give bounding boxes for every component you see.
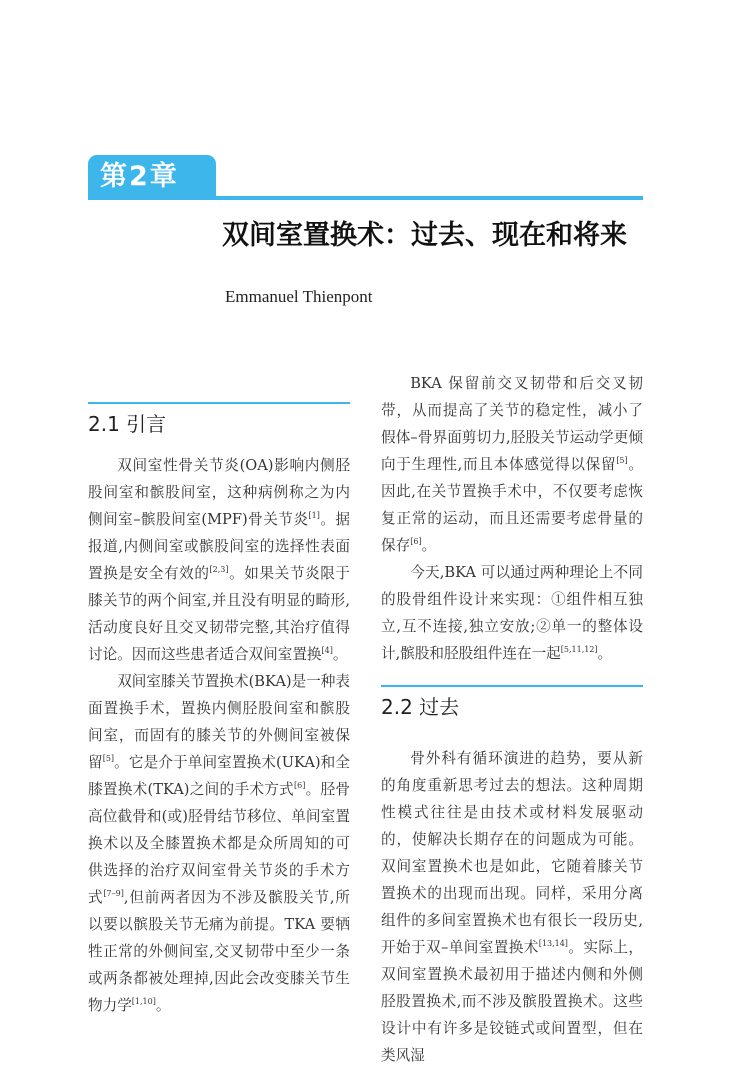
author: Emmanuel Thienpont	[225, 287, 373, 306]
citation: [2,3]	[209, 565, 229, 574]
text-run: 双间室性骨关节炎(OA)影响内侧胫股间室和髌股间室，这种病例称之为内侧间室–髌股间室(MPF)骨关节炎	[88, 457, 350, 528]
citation: [5]	[616, 456, 628, 465]
text-run: 。	[155, 997, 171, 1014]
chapter-rule	[88, 196, 643, 200]
right-column-wrapper	[381, 370, 643, 1069]
text-run: 。因此,在关节置换手术中，不仅要考虑恢复正常的运动，而且还需要考虑骨量的保存	[381, 456, 643, 554]
paragraph	[381, 559, 643, 667]
text-run: BKA 保留前交叉韧带和后交叉韧带，从而提高了关节的稳定性，减小了假体–骨界面剪切力,胫股关节运动学更倾向于生理性,而且本体感觉得以保留	[381, 375, 643, 473]
section-rule	[381, 685, 643, 687]
text-run: 今天,BKA 可以通过两种理论上不同的股骨组件设计来实现：①组件相互独立,互不连接,独立安放;②单一的整体设计,髌股和胫股组件连在一起	[381, 564, 643, 662]
right-column-top	[381, 370, 643, 667]
citation: [6]	[410, 537, 422, 546]
paragraph	[88, 452, 350, 668]
citation: [7–9]	[103, 889, 124, 898]
section-heading-intro: 2.1 引言	[88, 412, 167, 436]
citation: [5,11,12]	[560, 645, 598, 654]
section-heading-past: 2.2 过去	[381, 695, 460, 719]
citation: [1]	[308, 511, 320, 520]
paragraph	[381, 745, 643, 1069]
text-run: 。它是介于单间室置换术(UKA)和全膝置换术(TKA)之间的手术方式	[88, 754, 350, 798]
chapter-tab: 第2章	[88, 155, 216, 198]
section-rule	[88, 402, 350, 404]
text-run: 双间室膝关节置换术(BKA)是一种表面置换手术，置换内侧胫股间室和髌股间室，而固有的膝关节的外侧间室被保留	[88, 673, 350, 771]
citation: [6]	[293, 781, 306, 790]
chapter-title: 双间室置换术：过去、现在和将来	[222, 220, 627, 251]
citation: [13,14]	[538, 939, 568, 948]
text-run: 。	[597, 645, 613, 662]
citation: [1,10]	[131, 997, 156, 1006]
text-run: 。胫骨高位截骨和(或)胫骨结节移位、单间室置换术以及全膝置换术都是众所周知的可供选择的治疗双间室骨关节炎的手术方式	[88, 781, 350, 906]
citation: [4]	[321, 646, 333, 655]
text-run: 。	[421, 537, 437, 554]
text-run: 。据报道,内侧间室或髌股间室的选择性表面置换是安全有效的	[88, 511, 350, 582]
paragraph	[381, 370, 643, 559]
left-column	[88, 452, 350, 1019]
paragraph	[88, 668, 350, 1019]
text-run: 。	[332, 646, 348, 663]
text-run: 。实际上，双间室置换术最初用于描述内侧和外侧胫股置换术,而不涉及髌股置换术。这些设计中有许多是铰链式或间置型，但在类风湿	[381, 939, 643, 1064]
text-run: 。如果关节炎限于膝关节的两个间室,并且没有明显的畸形,活动度良好且交叉韧带完整,其治疗值得讨论。因而这些患者适合双间室置换	[88, 565, 350, 663]
right-column-bottom	[381, 745, 643, 1069]
left-column-wrapper	[88, 402, 350, 1019]
text-run: ,但前两者因为不涉及髌股关节,所以要以髌股关节无痛为前提。TKA 要牺牲正常的外侧间室,交叉韧带中至少一条或两条都被处理掉,因此会改变膝关节生物力学	[88, 889, 350, 1014]
text-run: 骨外科有循环演进的趋势，要从新的角度重新思考过去的想法。这种周期性模式往往是由技术或材料发展驱动的，使解决长期存在的问题成为可能。双间室置换术也是如此，它随着膝关节置换术的出现而出现。同样，采用分离组件的多间室置换术也有很长一段历史,开始于双–单间室置换术	[381, 750, 643, 956]
citation: [5]	[102, 754, 115, 763]
